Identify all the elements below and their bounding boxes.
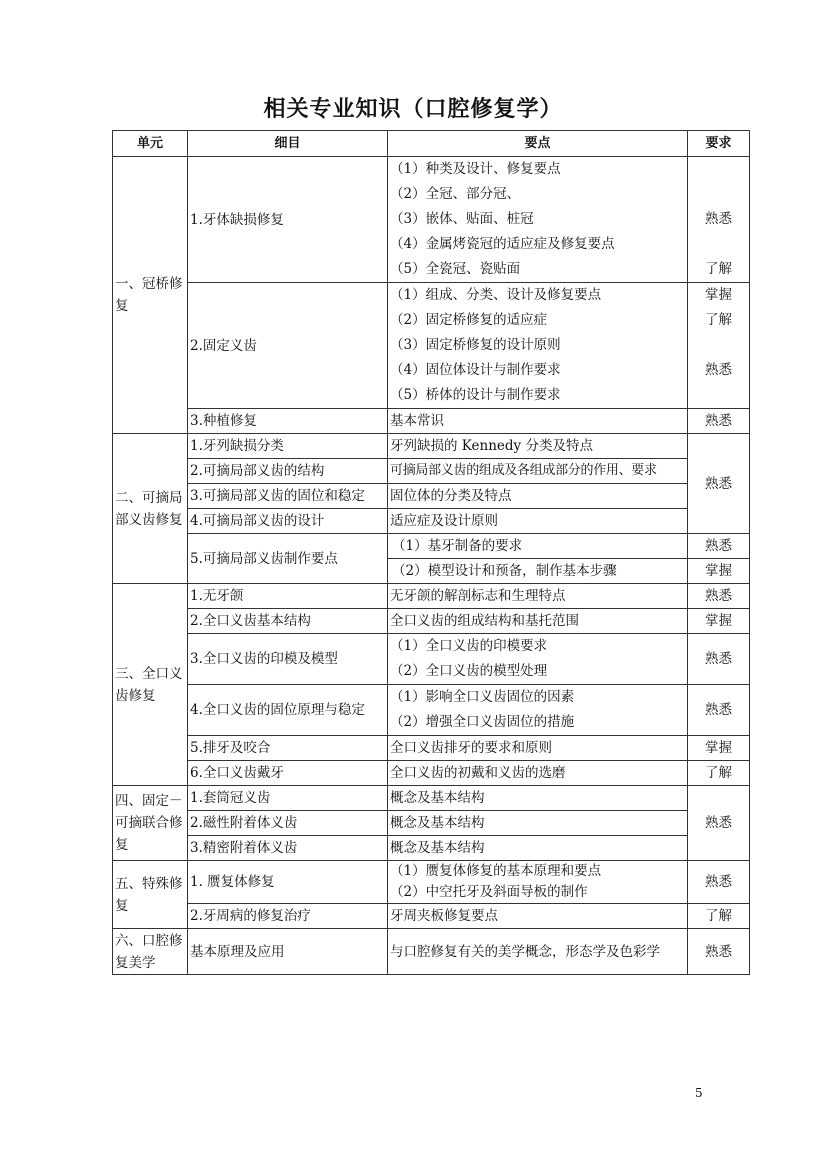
requirement-cell: 了解 [688, 904, 750, 929]
requirement-line: 了解 [705, 261, 732, 277]
requirement-cell: 熟悉 [688, 409, 750, 434]
requirement-cell: 熟悉 [688, 584, 750, 609]
table-row [113, 786, 750, 811]
points-cell: 概念及基本结构 [388, 786, 688, 811]
item-cell: 3.种植修复 [188, 409, 388, 434]
item-cell: 3.全口义齿的印模及模型 [188, 634, 388, 685]
item-cell: 5.排牙及咬合 [188, 736, 388, 761]
page-number: 5 [695, 1086, 703, 1100]
table-row [113, 761, 750, 786]
item-cell: 1. 赝复体修复 [188, 861, 388, 904]
item-cell: 5.可摘局部义齿制作要点 [188, 534, 388, 584]
table-row [113, 434, 750, 459]
table-row [113, 459, 750, 484]
table-row [113, 685, 750, 736]
point-line: （5）桥体的设计与制作要求 [390, 387, 561, 403]
header-requirement: 要求 [688, 131, 750, 157]
table-row [113, 736, 750, 761]
item-cell: 1.套筒冠义齿 [188, 786, 388, 811]
requirement-cell: 熟悉 [688, 534, 750, 559]
requirement-cell: 掌握 [688, 609, 750, 634]
item-cell: 6.全口义齿戴牙 [188, 761, 388, 786]
points-cell: 适应症及设计原则 [388, 509, 688, 534]
points-cell: 可摘局部义齿的组成及各组成部分的作用、要求 [388, 459, 688, 484]
page-title: 相关专业知识（口腔修复学） [263, 97, 563, 122]
table-row [113, 929, 750, 975]
point-line: （1）种类及设计、修复要点 [390, 161, 561, 177]
table-row [113, 634, 750, 685]
table-row [113, 509, 750, 534]
item-cell: 2.可摘局部义齿的结构 [188, 459, 388, 484]
requirement-cell [688, 157, 750, 283]
point-line: （4）金属烤瓷冠的适应症及修复要点 [390, 236, 615, 252]
item-cell: 1.牙体缺损修复 [188, 157, 388, 283]
header-item: 细目 [188, 131, 388, 157]
points-cell: （2）模型设计和预备，制作基本步骤 [388, 559, 688, 584]
table-row [113, 484, 750, 509]
requirement-cell: 熟悉 [688, 685, 750, 736]
table-row [113, 534, 750, 559]
syllabus-table [112, 130, 750, 975]
point-line: （2）全口义齿的模型处理 [390, 663, 548, 679]
point-line: （1）组成、分类、设计及修复要点 [390, 287, 602, 303]
table-row [113, 811, 750, 836]
requirement-line: 掌握 [705, 287, 732, 303]
requirement-line [690, 333, 747, 358]
points-cell: 基本常识 [388, 409, 688, 434]
points-cell [388, 283, 688, 409]
item-cell: 2.全口义齿基本结构 [188, 609, 388, 634]
points-cell: 牙列缺损的 Kennedy 分类及特点 [388, 434, 688, 459]
requirement-line [690, 157, 747, 182]
item-cell: 1.牙列缺损分类 [188, 434, 388, 459]
points-cell: 牙周夹板修复要点 [388, 904, 688, 929]
points-cell [388, 157, 688, 283]
item-cell: 1.无牙颌 [188, 584, 388, 609]
requirement-line [690, 182, 747, 207]
requirement-cell: 熟悉 [688, 861, 750, 904]
point-line: （1）全口义齿的印模要求 [390, 638, 548, 654]
header-unit: 单元 [113, 131, 188, 157]
table-row [113, 283, 750, 409]
requirement-line: 熟悉 [705, 362, 732, 378]
points-cell: 概念及基本结构 [388, 811, 688, 836]
item-cell: 基本原理及应用 [188, 929, 388, 975]
item-cell: 3.可摘局部义齿的固位和稳定 [188, 484, 388, 509]
table-row [113, 904, 750, 929]
points-cell: 全口义齿排牙的要求和原则 [388, 736, 688, 761]
points-cell: （1）基牙制备的要求 [388, 534, 688, 559]
requirement-line: 熟悉 [705, 211, 732, 227]
unit-cell: 一、冠桥修复 [113, 157, 188, 434]
item-cell: 2.牙周病的修复治疗 [188, 904, 388, 929]
table-row [113, 157, 750, 283]
table-row [113, 409, 750, 434]
points-cell [388, 634, 688, 685]
requirement-cell: 熟悉 [688, 434, 750, 534]
requirement-line: 了解 [705, 312, 732, 328]
points-cell [388, 861, 688, 904]
requirement-cell: 熟悉 [688, 929, 750, 975]
points-cell: 全口义齿的初戴和义齿的选磨 [388, 761, 688, 786]
requirement-cell: 掌握 [688, 559, 750, 584]
points-cell: 与口腔修复有关的美学概念，形态学及色彩学 [388, 929, 688, 975]
point-line: （2）固定桥修复的适应症 [390, 312, 548, 328]
point-line: （1）影响全口义齿固位的因素 [390, 689, 575, 705]
item-cell: 3.精密附着体义齿 [188, 836, 388, 861]
item-cell: 2.固定义齿 [188, 283, 388, 409]
item-cell: 4.可摘局部义齿的设计 [188, 509, 388, 534]
point-line: （5）全瓷冠、瓷贴面 [390, 261, 521, 277]
item-cell: 4.全口义齿的固位原理与稳定 [188, 685, 388, 736]
points-cell: 固位体的分类及特点 [388, 484, 688, 509]
point-line: （2）增强全口义齿固位的措施 [390, 714, 575, 730]
unit-cell: 四、固定－可摘联合修复 [113, 786, 188, 861]
header-points: 要点 [388, 131, 688, 157]
table-header-row [113, 131, 750, 157]
points-cell [388, 685, 688, 736]
requirement-cell: 熟悉 [688, 634, 750, 685]
item-cell: 2.磁性附着体义齿 [188, 811, 388, 836]
requirement-cell: 掌握 [688, 736, 750, 761]
requirement-cell: 熟悉 [688, 786, 750, 861]
point-line: （4）固位体设计与制作要求 [390, 362, 561, 378]
point-line: （2）全冠、部分冠、 [390, 186, 521, 202]
table-row [113, 609, 750, 634]
points-cell: 概念及基本结构 [388, 836, 688, 861]
requirement-line [690, 383, 747, 408]
points-cell: 无牙颌的解剖标志和生理特点 [388, 584, 688, 609]
point-line: （1）赝复体修复的基本原理和要点 [390, 863, 602, 879]
point-line: （2）中空托牙及斜面导板的制作 [390, 884, 588, 900]
unit-cell: 五、特殊修复 [113, 861, 188, 929]
point-line: （3）固定桥修复的设计原则 [390, 337, 561, 353]
unit-cell: 三、全口义齿修复 [113, 584, 188, 786]
table-row [113, 584, 750, 609]
point-line: （3）嵌体、贴面、桩冠 [390, 211, 534, 227]
requirement-line [690, 232, 747, 257]
table-row [113, 836, 750, 861]
unit-cell: 二、可摘局部义齿修复 [113, 434, 188, 584]
requirement-cell [688, 283, 750, 409]
requirement-cell: 了解 [688, 761, 750, 786]
unit-cell: 六、口腔修复美学 [113, 929, 188, 975]
table-row [113, 861, 750, 904]
points-cell: 全口义齿的组成结构和基托范围 [388, 609, 688, 634]
